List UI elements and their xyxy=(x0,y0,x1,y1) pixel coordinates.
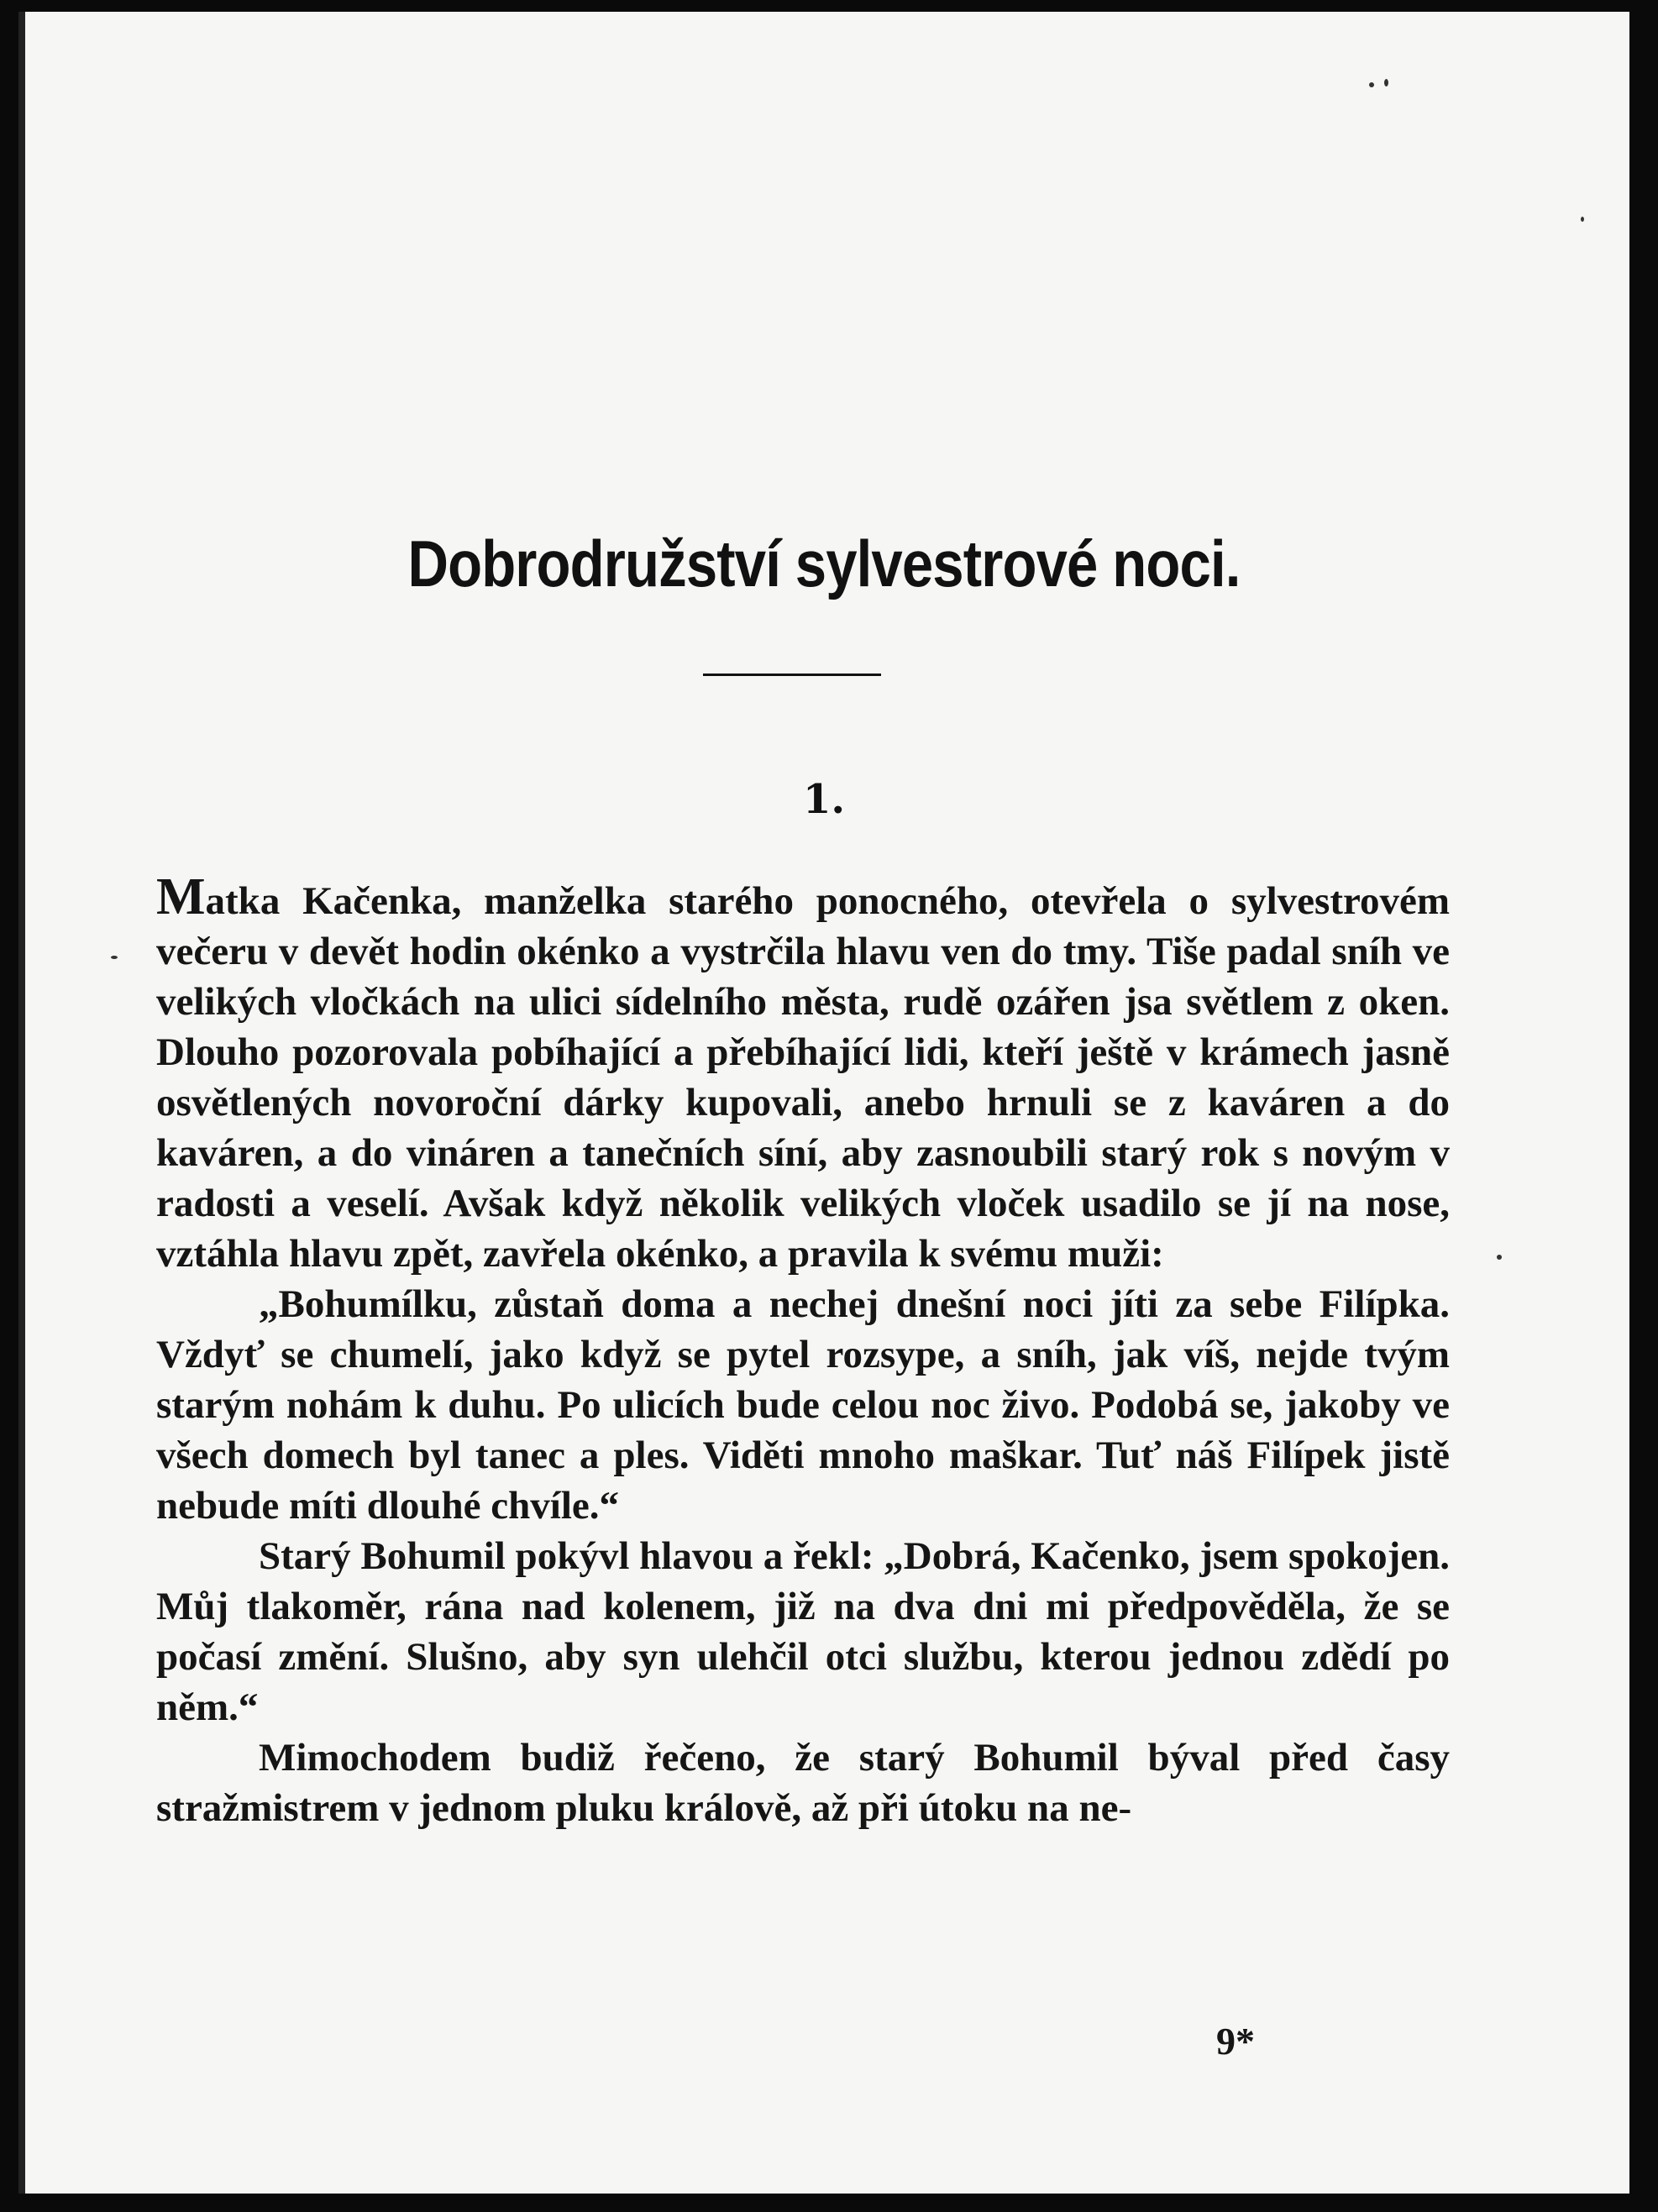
print-speck xyxy=(1581,217,1584,222)
chapter-number: 1. xyxy=(802,776,846,823)
print-speck xyxy=(1384,79,1388,86)
paragraph-2: „Bohumílku, zůstaň doma a nechej dnešní noci jíti za sebe Filípka. Vždyť se chumelí, jako když se pytel rozsype, a sníh, jak víš, nejde tvým starým nohám k duhu. Po ulicích bude celou noc živo. Podobá se, jakoby ve všech domech byl tanec a ples. Viděti mnoho maškar. Tuť náš Filípek jistě nebude míti dlouhé chvíle.“ xyxy=(156,1282,1450,1528)
print-speck xyxy=(111,956,118,959)
page-spine-edge xyxy=(18,12,25,2194)
paragraph-3: Starý Bohumil pokývl hlavou a řekl: „Dobrá, Kačenko, jsem spokojen. Můj tlakoměr, rána nad kolenem, již na dva dni mi předpověděla, že se počasí změní. Slušno, aby syn ulehčil otci službu, kterou jednou zdědí po něm.“ xyxy=(156,1534,1450,1729)
book-page xyxy=(18,12,1629,2194)
print-speck xyxy=(1497,1255,1502,1260)
drop-capital: M xyxy=(156,868,206,925)
paragraph-1 xyxy=(156,868,1450,1279)
title-divider xyxy=(703,674,881,676)
story-title: Dobrodružství sylvestrové noci. xyxy=(407,527,1241,600)
print-speck xyxy=(1369,82,1374,87)
signature-mark: 9* xyxy=(1216,2020,1255,2063)
paragraph-1-text: atka Kačenka, manželka starého ponocného, otevřela o sylvestrovém večeru v devět hodin okénko a vystrčila hlavu ven do tmy. Tiše padal sníh ve velikých vločkách na ulici sídelního města, rudě ozářen jsa světlem z oken. Dlouho pozorovala pobíhající a přebíhající lidi, kteří ještě v krámech jasně osvětlených novoroční dárky kupovali, anebo hrnuli se z kaváren a do kaváren, a do vináren a tanečních síní, aby zasnoubili starý rok s novým v radosti a veselí. Avšak když několik velikých vloček usadilo se jí na nose, vztáhla hlavu zpět, zavřela okénko, a pravila k svému muži: xyxy=(156,879,1450,1276)
paragraph-4: Mimochodem budiž řečeno, že starý Bohumil býval před časy stražmistrem v jednom pluku králově, až při útoku na ne- xyxy=(156,1736,1450,1830)
story-body xyxy=(156,868,1450,1833)
